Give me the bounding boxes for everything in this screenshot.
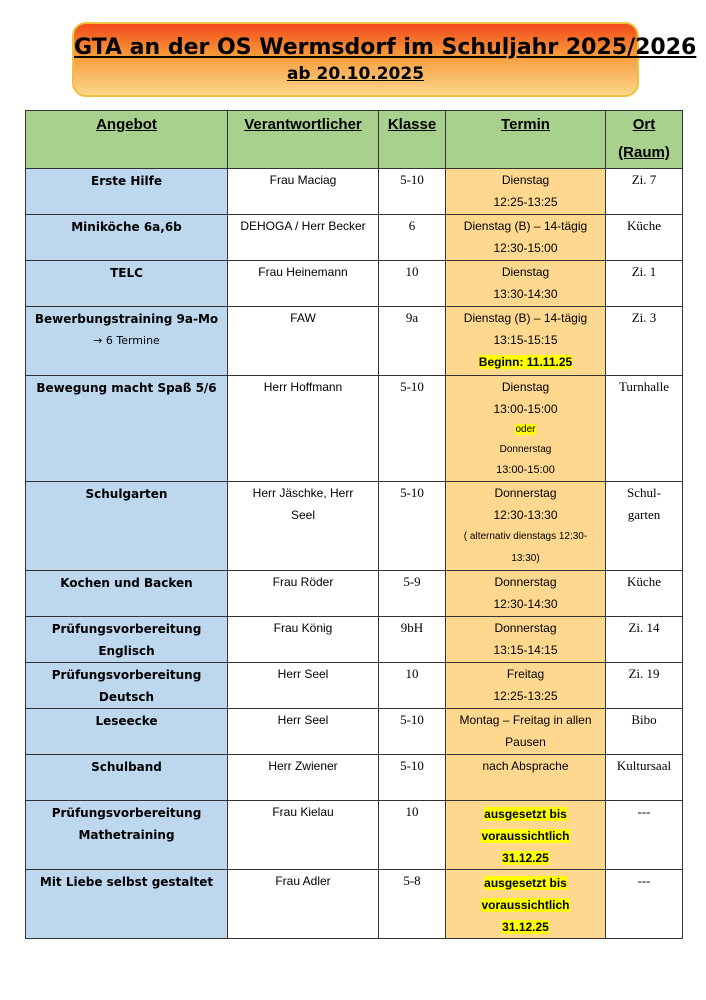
cell-ort: Zi. 14: [606, 617, 683, 663]
cell-angebot: Kochen und Backen: [26, 571, 228, 617]
cell-angebot: Schulgarten: [26, 482, 228, 571]
table-row: [26, 482, 683, 571]
angebot-line2: Deutsch: [98, 690, 155, 704]
table-row: [26, 663, 683, 709]
cell-ort: Kultursaal: [606, 755, 683, 801]
cell-termin: [446, 663, 606, 709]
termin-day: Donnerstag: [494, 575, 557, 589]
cell-verantwortlicher: Frau Kielau: [228, 801, 379, 870]
header-termin: Termin: [446, 111, 606, 169]
angebot-note: → 6 Termine: [93, 334, 160, 347]
cell-klasse: 5-9: [379, 571, 446, 617]
table-row: [26, 307, 683, 376]
termin-time: 13:00-15:00: [493, 402, 558, 416]
cell-termin: [446, 755, 606, 801]
header-klasse: Klasse: [379, 111, 446, 169]
cell-verantwortlicher: Frau Maciag: [228, 169, 379, 215]
termin-suspended-1: ausgesetzt bis: [484, 807, 567, 821]
cell-ort: ---: [606, 801, 683, 870]
cell-angebot: Erste Hilfe: [26, 169, 228, 215]
cell-klasse: 5-10: [379, 169, 446, 215]
cell-klasse: 9bH: [379, 617, 446, 663]
cell-verantwortlicher: Herr Seel: [228, 663, 379, 709]
cell-angebot: Mit Liebe selbst gestaltet: [26, 870, 228, 939]
cell-termin: [446, 169, 606, 215]
cell-klasse: 5-10: [379, 709, 446, 755]
table-row: [26, 801, 683, 870]
table-row: [26, 755, 683, 801]
angebot-line2: Mathetraining: [78, 828, 175, 842]
cell-ort: Turnhalle: [606, 376, 683, 482]
termin-time: 13:15-14:15: [493, 643, 558, 657]
cell-ort: [606, 482, 683, 571]
table-row: [26, 870, 683, 939]
angebot-title: Bewerbungstraining 9a-Mo: [34, 312, 219, 326]
header-ort-line2: (Raum): [618, 144, 670, 161]
cell-verantwortlicher: [228, 482, 379, 571]
termin-suspended-2: voraussichtlich: [481, 829, 570, 843]
header-ort-line1: Ort: [632, 116, 656, 133]
termin-or: oder: [515, 424, 536, 435]
termin-time: 13:30-14:30: [493, 287, 558, 301]
termin-day: Dienstag (B) – 14-tägig: [463, 219, 588, 233]
cell-klasse: 9a: [379, 307, 446, 376]
cell-termin: [446, 482, 606, 571]
termin-time: 13:15-15:15: [493, 333, 558, 347]
cell-termin: [446, 870, 606, 939]
ort-line2: garten: [627, 507, 661, 522]
termin-day: Dienstag: [501, 173, 550, 187]
table-header-row: [26, 111, 683, 169]
cell-verantwortlicher: Herr Seel: [228, 709, 379, 755]
cell-termin: [446, 709, 606, 755]
verantwortlicher-line2: Seel: [290, 508, 316, 522]
cell-ort: Zi. 7: [606, 169, 683, 215]
cell-verantwortlicher: Frau Adler: [228, 870, 379, 939]
table-row: [26, 169, 683, 215]
cell-verantwortlicher: FAW: [228, 307, 379, 376]
schedule-table: [25, 110, 683, 939]
cell-ort: Zi. 1: [606, 261, 683, 307]
termin-suspended-3: 31.12.25: [502, 851, 549, 865]
cell-termin: [446, 215, 606, 261]
termin-alt-note-1: ( alternativ dienstags 12:30-: [463, 531, 588, 542]
header-ort: [606, 111, 683, 169]
ort-line1: Schul-: [627, 485, 661, 500]
cell-ort: Bibo: [606, 709, 683, 755]
angebot-line1: Prüfungsvorbereitung: [51, 622, 202, 636]
termin-time: 12:30-13:30: [493, 508, 558, 522]
table-row: [26, 571, 683, 617]
cell-ort: Zi. 3: [606, 307, 683, 376]
termin-alt-note-2: 13:30): [511, 553, 540, 564]
cell-klasse: 10: [379, 801, 446, 870]
header-angebot: Angebot: [26, 111, 228, 169]
angebot-line1: Prüfungsvorbereitung: [51, 806, 202, 820]
cell-termin: [446, 617, 606, 663]
termin-day: Dienstag: [501, 380, 550, 394]
cell-ort: Zi. 19: [606, 663, 683, 709]
cell-angebot: [26, 617, 228, 663]
termin-suspended-2: voraussichtlich: [481, 898, 570, 912]
termin-day: nach Absprache: [482, 759, 569, 773]
cell-angebot: Leseecke: [26, 709, 228, 755]
termin-day-alt: Donnerstag: [499, 444, 552, 455]
cell-verantwortlicher: Frau König: [228, 617, 379, 663]
cell-klasse: 10: [379, 261, 446, 307]
header-verantwortlicher: Verantwortlicher: [228, 111, 379, 169]
cell-termin: [446, 261, 606, 307]
termin-day: Montag – Freitag in allen: [459, 713, 592, 727]
title-banner: [72, 22, 697, 97]
termin-day: Dienstag: [501, 265, 550, 279]
cell-klasse: 5-8: [379, 870, 446, 939]
table-row: [26, 261, 683, 307]
termin-day: Donnerstag: [494, 486, 557, 500]
angebot-line2: Englisch: [98, 644, 155, 658]
termin-suspended-3: 31.12.25: [502, 920, 549, 934]
cell-angebot: [26, 801, 228, 870]
cell-angebot: TELC: [26, 261, 228, 307]
termin-start-note: Beginn: 11.11.25: [478, 355, 573, 369]
termin-suspended-1: ausgesetzt bis: [484, 876, 567, 890]
termin-time: 12:25-13:25: [493, 195, 558, 209]
termin-time: 12:30-14:30: [493, 597, 558, 611]
cell-angebot: Schulband: [26, 755, 228, 801]
cell-klasse: 5-10: [379, 482, 446, 571]
table-row: [26, 709, 683, 755]
angebot-line1: Prüfungsvorbereitung: [51, 668, 202, 682]
cell-angebot: Miniköche 6a,6b: [26, 215, 228, 261]
termin-time: Pausen: [505, 735, 546, 749]
cell-klasse: 5-10: [379, 755, 446, 801]
table-row: [26, 215, 683, 261]
page-subtitle: ab 20.10.2025: [286, 64, 425, 84]
cell-termin: [446, 307, 606, 376]
cell-ort: Küche: [606, 571, 683, 617]
cell-ort: ---: [606, 870, 683, 939]
verantwortlicher-line1: Herr Jäschke, Herr: [252, 486, 354, 500]
cell-ort: Küche: [606, 215, 683, 261]
termin-time: 12:30-15:00: [493, 241, 558, 255]
termin-time-alt: 13:00-15:00: [496, 464, 555, 476]
cell-verantwortlicher: Frau Röder: [228, 571, 379, 617]
cell-verantwortlicher: Herr Hoffmann: [228, 376, 379, 482]
cell-verantwortlicher: DEHOGA / Herr Becker: [228, 215, 379, 261]
cell-angebot: [26, 663, 228, 709]
cell-klasse: 10: [379, 663, 446, 709]
cell-klasse: 5-10: [379, 376, 446, 482]
cell-verantwortlicher: Frau Heinemann: [228, 261, 379, 307]
cell-termin: [446, 801, 606, 870]
cell-klasse: 6: [379, 215, 446, 261]
termin-time: 12:25-13:25: [493, 689, 558, 703]
cell-angebot: [26, 307, 228, 376]
cell-angebot: Bewegung macht Spaß 5/6: [26, 376, 228, 482]
table-row: [26, 376, 683, 482]
cell-termin: [446, 571, 606, 617]
termin-day: Dienstag (B) – 14-tägig: [463, 311, 588, 325]
table-row: [26, 617, 683, 663]
page-title: GTA an der OS Wermsdorf im Schuljahr 2025/2026: [74, 35, 697, 60]
cell-verantwortlicher: Herr Zwiener: [228, 755, 379, 801]
termin-day: Donnerstag: [494, 621, 557, 635]
termin-day: Freitag: [506, 667, 545, 681]
cell-termin: [446, 376, 606, 482]
